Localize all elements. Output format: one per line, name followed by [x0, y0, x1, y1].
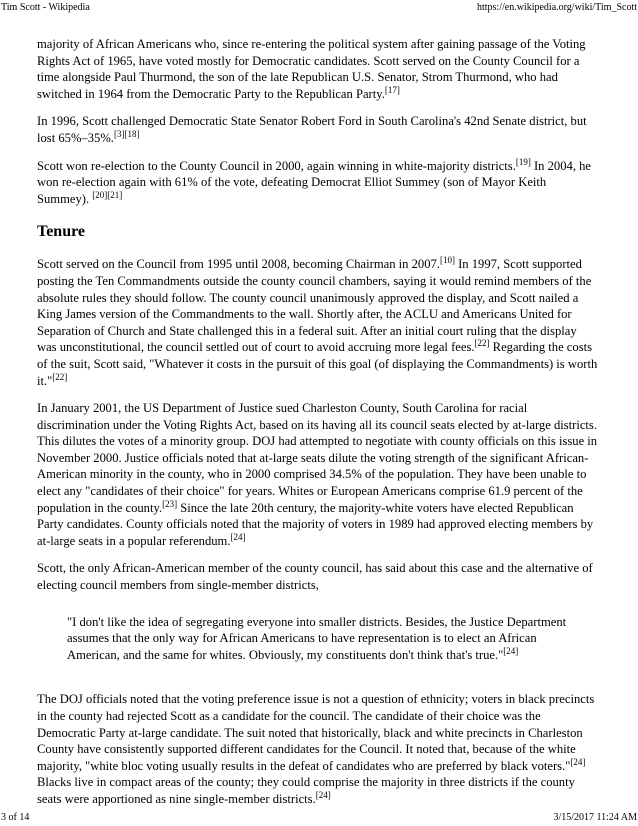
paragraph-ten-commandments: Scott served on the Council from 1995 until 2008, becoming Chairman in 2007.[10] In 1997, Scott supported posting the Ten Commandments outside the county council chambers, saying it would remind members of the absolute rules they should follow. The county council unanimously approved the display, and Scott nailed a King James version of the Commandments to the wall. Shortly after, the ACLU and Americans United for Separation of Church and State challenged this in a federal suit. After an initial court ruling that the display was unconstitutional, the council settled out of court to avoid accruing more legal fees.[22] Regarding the costs of the suit, Scott said, "Whatever it costs in the pursuit of this goal (of displaying the Commandments) is worth it."[22]	[37, 255, 598, 388]
print-header	[0, 2, 638, 14]
citation-link[interactable]: [24]	[570, 756, 586, 767]
citation-link[interactable]: [23]	[162, 498, 178, 509]
paragraph-county-council: majority of African Americans who, since re-entering the political system after gaining passage of the Voting Rights Act of 1965, have voted mostly for Democratic candidates. Scott served on the County Council for a time alongside Paul Thurmond, the son of the late Republican U.S. Senator, Strom Thurmond, who had switched in 1964 from the Democratic Party to the Republican Party.[17]	[37, 37, 586, 101]
section-heading-tenure: Tenure	[37, 223, 86, 241]
print-footer	[0, 812, 638, 824]
citation-link[interactable]: [3][18]	[113, 128, 140, 139]
page-number: 3 of 14	[1, 812, 30, 823]
scott-quote: "I don't like the idea of segregating everyone into smaller districts. Besides, the Justice Department assumes that the only way for African Americans to have representation is to elect an African American, and the same for whites. Obviously, my constituents don't think that's true."[24]	[67, 614, 567, 662]
citation-link[interactable]: [22]	[52, 371, 68, 382]
page-url: https://en.wikipedia.org/wiki/Tim_Scott	[476, 2, 637, 13]
print-timestamp: 3/15/2017 11:24 AM	[553, 812, 637, 823]
citation-link[interactable]: [22]	[474, 338, 490, 349]
citation-link[interactable]: [10]	[439, 255, 455, 266]
citation-link[interactable]: [24]	[503, 645, 519, 656]
paragraph-doj-suit: In January 2001, the US Department of Justice sued Charleston County, South Carolina for racial discrimination under the Voting Rights Act, based on its having all its council seats elected by at-large districts. This dilutes the votes of a minority group. DOJ had attempted to negotiate with county officials on this issue in November 2000. Justice officials noted that at-large seats dilute the voting strength of the significant African-American minority in the county, who in 2000 comprised 34.5% of the population. They have been unable to elect any "candidates of their choice" for years. Whites or European Americans comprise 61.9 percent of the population in the county.[23] Since the late 20th century, the majority-white voters have elected Republican Party candidates. County officials noted that the majority of voters in 1989 had approved electing members by at-large seats in a popular referendum.[24]	[37, 401, 598, 548]
article-content	[37, 36, 599, 819]
paragraph-voting-preference: The DOJ officials noted that the voting preference issue is not a question of ethnicity; voters in black precincts in the county had rejected Scott as a candidate for the council. The candidate of their choice was the Democratic Party at-large candidate. The suit noted that historically, black and white precincts in Charleston County have consistently supported different candidates for the Council. It noted that, because of the white majority, "white bloc voting usually results in the defeat of candidates who are preferred by black voters."[24] Blacks live in compact areas of the county; they could comprise the majority in three districts if the county seats were apportioned as nine single-member districts.[24]	[37, 692, 595, 806]
paragraph-scott-statement-intro: Scott, the only African-American member of the county council, has said about this case and the alternative of electing council members from single-member districts,	[37, 561, 593, 593]
citation-link[interactable]: [20][21]	[92, 189, 123, 200]
paragraph-reelection: Scott won re-election to the County Council in 2000, again winning in white-majority districts.[19] In 2004, he won re-election again with 61% of the vote, defeating Democrat Elliot Summey (son of Mayor Keith Summey). [20][21]	[37, 156, 592, 206]
citation-link[interactable]: [19]	[515, 156, 531, 167]
paragraph-1996-election: In 1996, Scott challenged Democratic State Senator Robert Ford in South Carolina's 42nd Senate district, but lost 65%–35%.[3][18]	[37, 114, 587, 145]
citation-link[interactable]: [24]	[315, 789, 331, 800]
citation-link[interactable]: [24]	[230, 531, 246, 542]
page-title: Tim Scott - Wikipedia	[1, 2, 90, 13]
citation-link[interactable]: [17]	[384, 84, 400, 95]
